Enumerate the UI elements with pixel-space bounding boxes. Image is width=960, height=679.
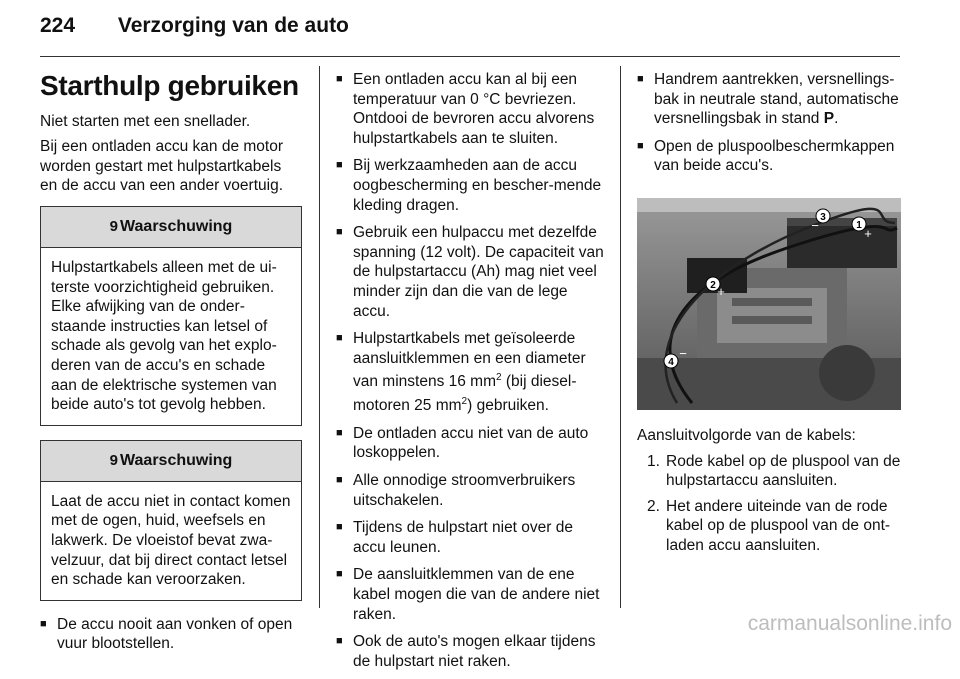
warning-text: Hulpstartkabels alleen met de ui-terste voorzichtigheid gebruiken. Elke afwijking van de onder-staande instructies kan letsel of schade als gevolg van het explo-deren van de accu's en schade aan de elektrische systemen van beide auto's tot gevolg hebben.: [51, 258, 277, 414]
warning-title: Waarschuwing: [120, 218, 233, 236]
minus-sign: −: [811, 217, 819, 233]
warning-title: Waarschuwing: [120, 451, 233, 469]
superscript: 2: [496, 372, 502, 384]
chapter-title: Verzorging van de auto: [117, 14, 349, 37]
list-item: ■ De ontladen accu niet van de auto loskoppelen.: [336, 424, 604, 463]
paragraph-1: Niet starten met een snellader.: [40, 112, 251, 130]
column-3: [637, 70, 901, 562]
plus-sign: +: [864, 225, 872, 241]
list-item: ■ Een ontladen accu kan al bij een temperatuur van 0 °C bevriezen. Ontdooi de bevroren accu alvorens hulpstartkabels aan te sluiten.: [336, 70, 604, 148]
steps-list: [637, 452, 901, 556]
warning-box-1: [40, 206, 302, 426]
bullet-list: [637, 70, 901, 176]
marker-label: 4: [668, 356, 674, 368]
warning-icon: 9: [109, 451, 119, 469]
list-item: ■ Gebruik een hulpaccu met dezelfde spanning (12 volt). De capaciteit van de hulpstartaccu (Ah) mag niet veel minder zijn dan die van de lege accu.: [336, 223, 604, 321]
gear-position: P: [823, 110, 835, 128]
list-item: ■ Ook de auto's mogen elkaar tijdens de hulpstart niet raken.: [336, 632, 604, 671]
section-heading: Starthulp gebruiken: [40, 70, 299, 101]
engine-bay-photo: [637, 198, 901, 410]
order-title: Aansluitvolgorde van de kabels:: [637, 426, 856, 444]
text: Handrem aantrekken, versnellings-bak in neutrale stand, automatische versnellingsbak in stand: [654, 71, 899, 128]
page-header: [40, 14, 349, 38]
list-item: ■ De aansluitklemmen van de ene kabel mogen die van de andere niet raken.: [336, 565, 604, 624]
superscript: 2: [461, 396, 468, 408]
list-item: [637, 70, 901, 129]
step-text: Het andere uiteinde van de rode kabel op de pluspool van de ont-laden accu aansluiten.: [666, 497, 891, 554]
bullet-list: [336, 70, 604, 671]
marker-label: 1: [856, 219, 862, 231]
minus-sign: −: [679, 345, 687, 361]
warning-header: [41, 207, 301, 248]
warning-icon: 9: [109, 218, 119, 236]
step-number: 2.: [647, 497, 660, 515]
warning-header: [41, 441, 301, 482]
column-divider-2: [620, 66, 621, 608]
list-item: ■ Open de pluspoolbeschermkappen van beide accu's.: [637, 137, 901, 176]
column-divider-1: [319, 66, 320, 608]
warning-box-2: [40, 440, 302, 601]
step-number: 1.: [647, 452, 660, 470]
bullet-list: [40, 615, 302, 654]
plus-sign: +: [717, 283, 725, 299]
column-1: [40, 70, 302, 662]
list-item: ■ Alle onnodige stroomverbruikers uitschakelen.: [336, 471, 604, 510]
text: Hulpstartkabels met geïsoleerde aansluitklemmen en een diameter van minstens 16 mm: [353, 330, 586, 391]
list-item: [637, 497, 901, 556]
text: .: [834, 110, 839, 128]
column-2: [336, 70, 604, 679]
text: ) gebruiken.: [467, 397, 549, 415]
marker-label: 3: [820, 211, 826, 223]
list-item: ■ Bij werkzaamheden aan de accu oogbescherming en bescher-mende kleding dragen.: [336, 156, 604, 215]
page-number: 224: [40, 14, 76, 37]
text: (bij diesel-motoren 25 mm: [353, 373, 577, 415]
list-item: ■ De accu nooit aan vonken of open vuur blootstellen.: [40, 615, 302, 654]
warning-text: Laat de accu niet in contact komen met de ogen, huid, weefsels en lakwerk. De vloeistof bevat zwa-velzuur, dat bij direct contact letsel en schade kan veroorzaken.: [51, 492, 291, 589]
step-text: Rode kabel op de pluspool van de hulpstartaccu aansluiten.: [666, 452, 901, 490]
marker-label: 2: [710, 279, 716, 291]
paragraph-2: Bij een ontladen accu kan de motor worden gestart met hulpstartkabels en de accu van een ander voertuig.: [40, 138, 284, 195]
header-rule: [40, 56, 900, 57]
watermark: carmanualsonline.info: [747, 612, 952, 635]
list-item: [637, 452, 901, 491]
list-item: ■ Tijdens de hulpstart niet over de accu leunen.: [336, 518, 604, 557]
list-item: [336, 329, 604, 416]
